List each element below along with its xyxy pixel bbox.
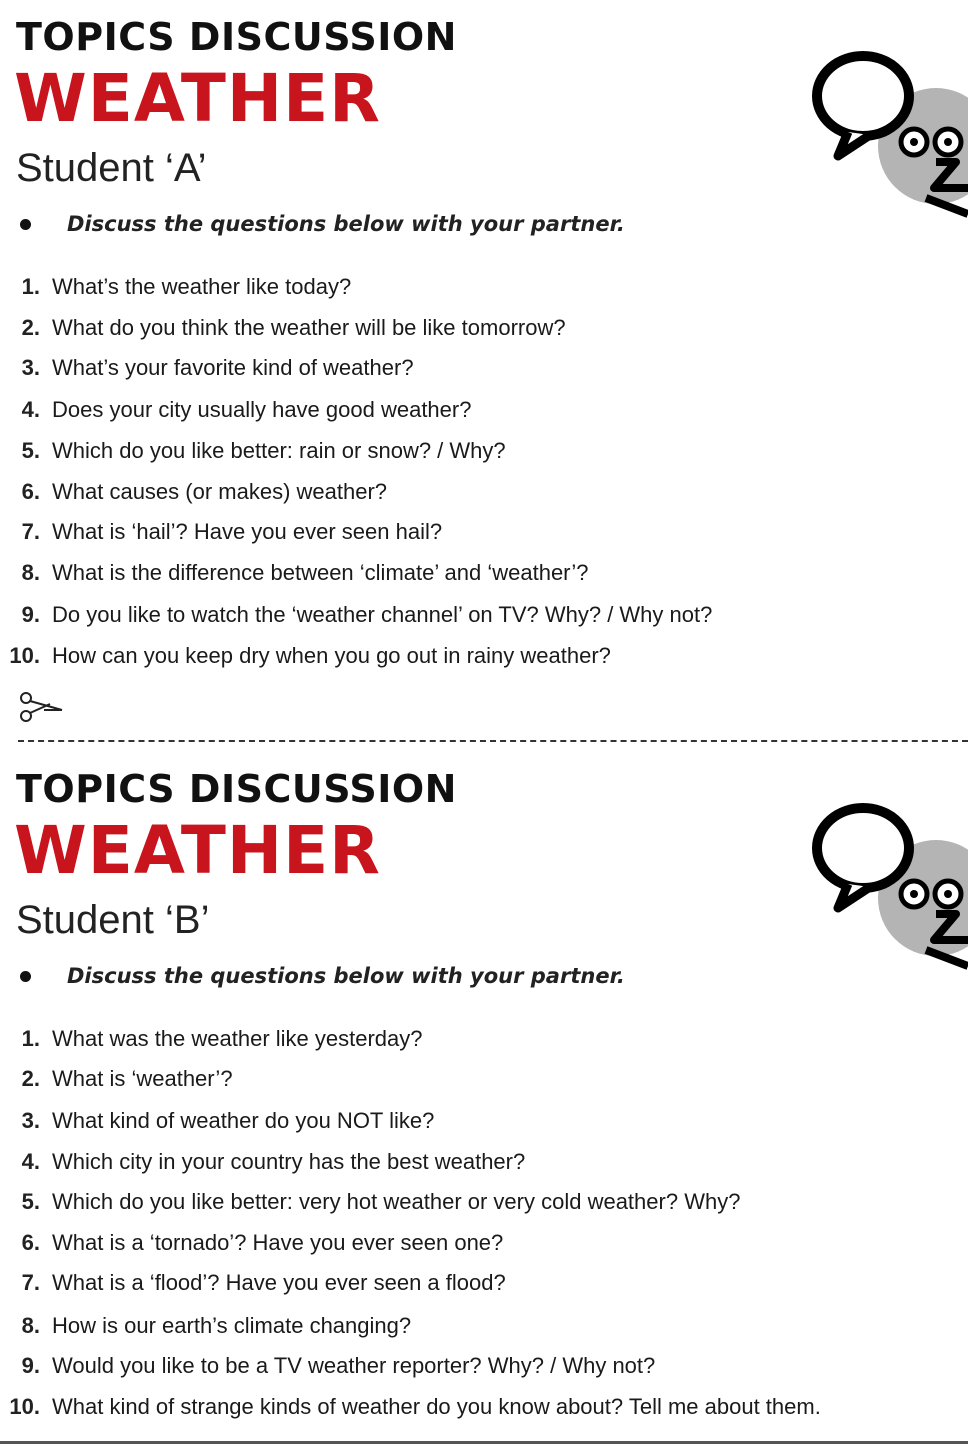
- bullet-icon: [20, 219, 31, 230]
- question-item: [0, 1024, 423, 1054]
- question-number: 7.: [21, 519, 40, 544]
- question-item: [0, 1187, 740, 1217]
- question-text: How can you keep dry when you go out in rainy weather?: [52, 643, 611, 668]
- question-number: 9.: [21, 1353, 40, 1378]
- question-text: Which city in your country has the best weather?: [52, 1149, 526, 1174]
- section-heading: TOPICS DISCUSSION: [16, 15, 457, 59]
- question-number: 4.: [21, 397, 40, 422]
- question-item: [0, 1392, 821, 1422]
- question-item: [0, 517, 442, 547]
- question-item: [0, 313, 566, 343]
- question-number: 2.: [21, 315, 40, 340]
- question-item: [0, 272, 351, 302]
- question-number: 8.: [21, 560, 40, 585]
- question-text: What is ‘weather’?: [52, 1066, 233, 1091]
- question-item: [0, 600, 712, 630]
- question-text: What kind of strange kinds of weather do you know about? Tell me about them.: [52, 1394, 821, 1419]
- question-number: 6.: [21, 479, 40, 504]
- question-item: [0, 1147, 525, 1177]
- question-text: What is the difference between ‘climate’ and ‘weather’?: [52, 560, 589, 585]
- question-item: [0, 1351, 655, 1381]
- question-text: Do you like to watch the ‘weather channel’ on TV? Why? / Why not?: [52, 602, 713, 627]
- topic-title: WEATHER: [14, 812, 382, 889]
- section-heading: TOPICS DISCUSSION: [16, 767, 457, 811]
- question-item: [0, 395, 471, 425]
- student-label: Student ‘A’: [16, 146, 207, 190]
- question-item: [0, 436, 506, 466]
- question-item: [0, 1228, 503, 1258]
- question-number: 4.: [21, 1149, 40, 1174]
- topic-title: WEATHER: [14, 60, 382, 137]
- question-text: How is our earth’s climate changing?: [52, 1313, 412, 1338]
- question-number: 2.: [21, 1066, 40, 1091]
- question-text: What is a ‘flood’? Have you ever seen a flood?: [52, 1270, 506, 1295]
- instruction-row: [18, 962, 625, 990]
- question-text: What kind of weather do you NOT like?: [52, 1108, 435, 1133]
- question-item: [0, 353, 414, 383]
- question-text: Does your city usually have good weather?: [52, 397, 472, 422]
- cut-line-divider: [18, 740, 968, 742]
- question-text: What is ‘hail’? Have you ever seen hail?: [52, 519, 443, 544]
- instruction-text: Discuss the questions below with your partner.: [67, 964, 625, 988]
- question-number: 7.: [21, 1270, 40, 1295]
- question-text: What is a ‘tornado’? Have you ever seen one?: [52, 1230, 504, 1255]
- question-text: Would you like to be a TV weather reporter? Why? / Why not?: [52, 1353, 656, 1378]
- question-item: [0, 558, 588, 588]
- question-text: What’s your favorite kind of weather?: [52, 355, 414, 380]
- question-number: 5.: [21, 438, 40, 463]
- question-number: 5.: [21, 1189, 40, 1214]
- question-number: 9.: [21, 602, 40, 627]
- question-number: 8.: [21, 1313, 40, 1338]
- question-item: [0, 477, 387, 507]
- question-text: What was the weather like yesterday?: [52, 1026, 423, 1051]
- question-number: 3.: [21, 355, 40, 380]
- instruction-text: Discuss the questions below with your partner.: [67, 212, 625, 236]
- question-item: [0, 1268, 506, 1298]
- bullet-icon: [20, 971, 31, 982]
- worksheet-section-b: [0, 752, 968, 1442]
- question-number: 1.: [21, 274, 40, 299]
- student-label: Student ‘B’: [16, 898, 210, 942]
- speech-bubble-face-icon: [808, 38, 968, 228]
- question-item: [0, 1311, 411, 1341]
- worksheet-section-a: [0, 0, 968, 680]
- speech-bubble-face-icon: [808, 790, 968, 980]
- question-number: 10.: [9, 1394, 40, 1419]
- question-text: What’s the weather like today?: [52, 274, 352, 299]
- question-number: 1.: [21, 1026, 40, 1051]
- question-item: [0, 1064, 233, 1094]
- question-text: Which do you like better: very hot weather or very cold weather? Why?: [52, 1189, 741, 1214]
- question-text: Which do you like better: rain or snow? / Why?: [52, 438, 506, 463]
- question-number: 3.: [21, 1108, 40, 1133]
- question-item: [0, 641, 611, 671]
- question-text: What causes (or makes) weather?: [52, 479, 388, 504]
- question-number: 10.: [9, 643, 40, 668]
- question-number: 6.: [21, 1230, 40, 1255]
- question-item: [0, 1106, 434, 1136]
- scissors-icon: [16, 690, 66, 726]
- question-text: What do you think the weather will be like tomorrow?: [52, 315, 566, 340]
- instruction-row: [18, 210, 625, 238]
